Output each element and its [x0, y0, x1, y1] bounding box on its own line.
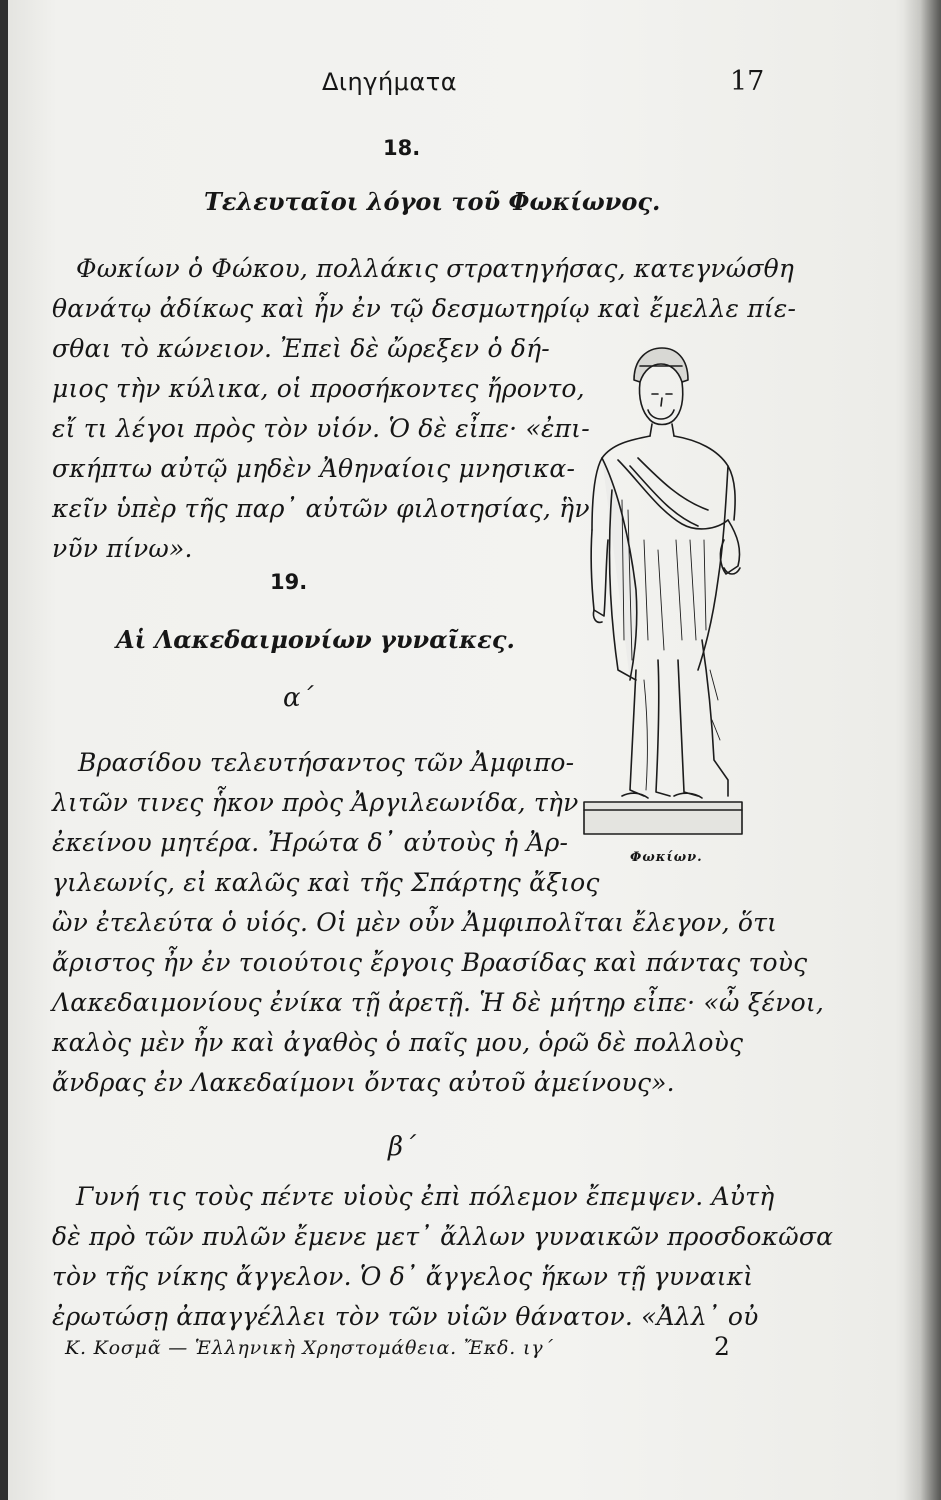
text-line: νῦν πίνω».	[52, 534, 193, 563]
text-line: σκήπτω αὐτῷ μηδὲν Ἀθηναίοις μνησικα-	[52, 454, 576, 483]
text-line: Γυνή τις τοὺς πέντε υἱοὺς ἐπὶ πόλεμον ἔπεμψεν. Αὐτὴ	[76, 1182, 775, 1211]
running-title: Διηγήματα	[322, 68, 458, 96]
text-line: καλὸς μὲν ἦν καὶ ἀγαθὸς ὁ παῖς μου, ὁρῶ δὲ πολλοὺς	[52, 1028, 744, 1057]
text-line: σθαι τὸ κώνειον. Ἐπεὶ δὲ ὤρεξεν ὁ δή-	[52, 334, 550, 363]
page-edge-shadow	[895, 0, 941, 1500]
phocion-statue-illustration	[578, 340, 748, 840]
page-binding	[0, 0, 8, 1500]
text-line: δὲ πρὸ τῶν πυλῶν ἔμενε μετ᾽ ἄλλων γυναικῶν προσδοκῶσα	[52, 1222, 834, 1251]
text-line: ἐρωτώσῃ ἀπαγγέλλει τὸν τῶν υἱῶν θάνατον. «Ἀλλ᾽ οὐ	[52, 1302, 759, 1331]
figure-caption: Φωκίων.	[630, 850, 703, 865]
text-line: ἄνδρας ἐν Λακεδαίμονι ὄντας αὐτοῦ ἀμείνους».	[52, 1068, 675, 1097]
text-line: κεῖν ὑπὲρ τῆς παρ᾽ αὐτῶν φιλοτησίας, ἣν	[52, 494, 590, 523]
text-line: εἴ τι λέγοι πρὸς τὸν υἱόν. Ὁ δὲ εἶπε· «ἐπι-	[52, 414, 590, 443]
text-line: Βρασίδου τελευτήσαντος τῶν Ἀμφιπο-	[78, 748, 575, 777]
section-19-number: 19.	[270, 570, 308, 594]
text-line: ἄριστος ἦν ἐν τοιούτοις ἔργοις Βρασίδας καὶ πάντας τοὺς	[52, 948, 808, 977]
footer-signature: Κ. Κοσμᾶ — Ἑλληνικὴ Χρηστομάθεια. Ἔκδ. ιγ΄	[65, 1337, 554, 1359]
text-line: τὸν τῆς νίκης ἄγγελον. Ὁ δ᾽ ἄγγελος ἥκων τῇ γυναικὶ	[52, 1262, 754, 1291]
text-line: ὢν ἐτελεύτα ὁ υἱός. Οἱ μὲν οὖν Ἀμφιπολῖται ἔλεγον, ὅτι	[52, 908, 778, 937]
text-line: Λακεδαιμονίους ἐνίκα τῇ ἀρετῇ. Ἡ δὲ μήτηρ εἶπε· «ὦ ξένοι,	[52, 988, 825, 1017]
section-19-title: Αἱ Λακεδαιμονίων γυναῖκες.	[116, 625, 515, 654]
section-18-title: Τελευταῖοι λόγοι τοῦ Φωκίωνος.	[204, 187, 661, 216]
text-line: ἐκείνου μητέρα. Ἠρώτα δ᾽ αὐτοὺς ἡ Ἀρ-	[52, 828, 569, 857]
subsection-b-label: β΄	[388, 1132, 417, 1162]
text-line: μιος τὴν κύλικα, οἱ προσήκοντες ἤροντο,	[52, 374, 585, 403]
subsection-a-label: α΄	[283, 683, 314, 713]
sheet-number: 2	[714, 1332, 730, 1361]
text-line: Φωκίων ὁ Φώκου, πολλάκις στρατηγήσας, κατεγνώσθη	[76, 254, 795, 283]
text-line: λιτῶν τινες ἧκον πρὸς Ἀργιλεωνίδα, τὴν	[52, 788, 579, 817]
text-line: γιλεωνίς, εἰ καλῶς καὶ τῆς Σπάρτης ἄξιος	[52, 868, 600, 897]
page-number: 17	[730, 66, 765, 97]
section-18-number: 18.	[383, 136, 421, 160]
text-line: θανάτῳ ἀδίκως καὶ ἦν ἐν τῷ δεσμωτηρίῳ καὶ ἔμελλε πίε-	[52, 294, 797, 323]
